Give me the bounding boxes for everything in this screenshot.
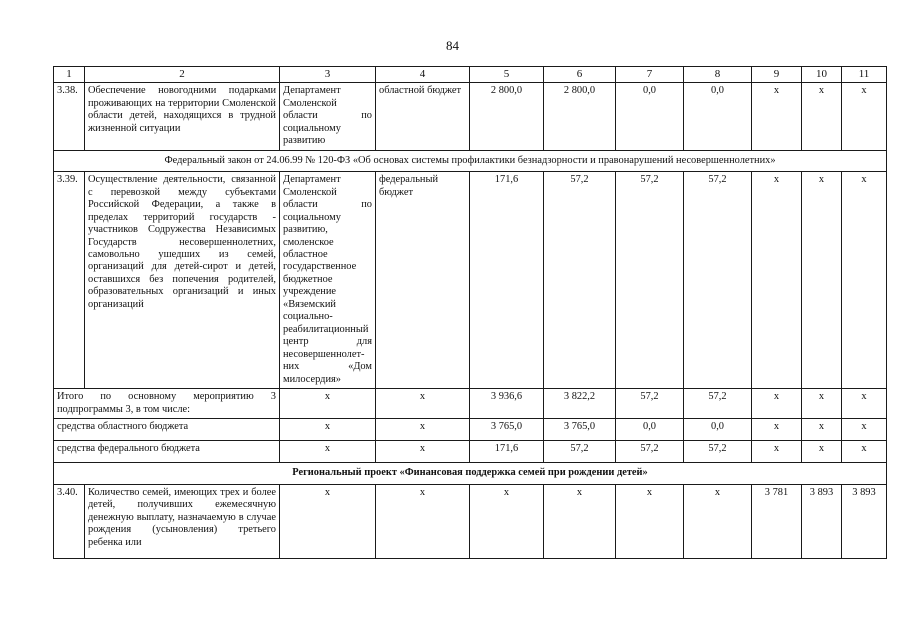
row-number: 3.39.	[54, 172, 85, 389]
value-cell: x	[842, 172, 887, 389]
value-cell: x	[376, 389, 470, 419]
executor: Департамент Смоленской области по социальному развитию	[280, 83, 376, 150]
law-heading: Федеральный закон от 24.06.99 № 120-ФЗ «Об основах системы профилактики безнадзорности и правонарушений несовершеннолетних»	[54, 150, 887, 171]
row-number: 3.38.	[54, 83, 85, 150]
value-cell: x	[752, 389, 802, 419]
value-cell: x	[842, 419, 887, 441]
executor: Департамент Смоленской области по социальному развитию, смоленское областное государственное бюджетное учреждение «Вяземский социально-реабилитационный центр для несовершеннолет-них «Дом милосердия»	[280, 172, 376, 389]
value-cell: x	[280, 441, 376, 463]
total-label: Итого по основному мероприятию 3 подпрограммы 3, в том числе:	[54, 389, 280, 419]
federal-budget-row	[54, 441, 887, 463]
activity-name: Осуществление деятельности, связанной с перевозкой между субъектами Российской Федерации, а также в пределах территорий государств - участников Содружества Независимых Государств несовершеннолетних, самовольно ушедших из семей, организаций для детей-сирот и детей, оставшихся без попечения родителей, образовательных организаций и иных организаций	[85, 172, 280, 389]
value-cell: 3 781	[752, 484, 802, 558]
value-cell: 3 893	[842, 484, 887, 558]
federal-budget-label: средства федерального бюджета	[54, 441, 280, 463]
col-num-header: 1	[54, 67, 85, 83]
col-source-header: 4	[376, 67, 470, 83]
value-cell: 3 765,0	[544, 419, 616, 441]
value-cell: 3 893	[802, 484, 842, 558]
col-5-header: 5	[470, 67, 544, 83]
activity-name: Обеспечение новогодними подарками проживающих на территории Смоленской области детей, находящихся в трудной жизненной ситуации	[85, 83, 280, 150]
program-table	[53, 66, 887, 559]
page-number: 84	[446, 38, 459, 53]
value-cell: x	[842, 83, 887, 150]
table-row	[54, 83, 887, 150]
value-cell: 57,2	[544, 172, 616, 389]
value-cell: x	[616, 484, 684, 558]
value-cell: 57,2	[684, 389, 752, 419]
value-cell: x	[280, 389, 376, 419]
col-8-header: 8	[684, 67, 752, 83]
value-cell: 3 765,0	[470, 419, 544, 441]
value-cell: 0,0	[684, 419, 752, 441]
value-cell: x	[802, 389, 842, 419]
table-row	[54, 172, 887, 389]
section-heading-row	[54, 463, 887, 484]
value-cell: x	[470, 484, 544, 558]
section-heading-row	[54, 150, 887, 171]
value-cell: x	[802, 83, 842, 150]
value-cell: 57,2	[616, 172, 684, 389]
value-cell: x	[842, 441, 887, 463]
value-cell: x	[802, 441, 842, 463]
value-cell: 0,0	[616, 83, 684, 150]
value-cell: 171,6	[470, 441, 544, 463]
funding-source: x	[376, 484, 470, 558]
regional-project-heading: Региональный проект «Финансовая поддержка семей при рождении детей»	[54, 463, 887, 484]
col-11-header: 11	[842, 67, 887, 83]
value-cell: x	[376, 441, 470, 463]
row-number: 3.40.	[54, 484, 85, 558]
value-cell: x	[842, 389, 887, 419]
funding-source: областной бюджет	[376, 83, 470, 150]
column-number-row	[54, 67, 887, 83]
value-cell: 57,2	[684, 441, 752, 463]
value-cell: 171,6	[470, 172, 544, 389]
funding-source: федеральный бюджет	[376, 172, 470, 389]
value-cell: 57,2	[684, 172, 752, 389]
col-name-header: 2	[85, 67, 280, 83]
col-6-header: 6	[544, 67, 616, 83]
activity-name: Количество семей, имеющих трех и более детей, получивших ежемесячную денежную выплату, назначаемую в случае рождения (усыновления) третьего ребенка или	[85, 484, 280, 558]
regional-budget-label: средства областного бюджета	[54, 419, 280, 441]
regional-budget-row	[54, 419, 887, 441]
total-row	[54, 389, 887, 419]
value-cell: x	[376, 419, 470, 441]
col-10-header: 10	[802, 67, 842, 83]
value-cell: x	[752, 441, 802, 463]
col-7-header: 7	[616, 67, 684, 83]
value-cell: 57,2	[616, 389, 684, 419]
value-cell: 3 822,2	[544, 389, 616, 419]
value-cell: 57,2	[544, 441, 616, 463]
value-cell: x	[802, 172, 842, 389]
value-cell: 0,0	[616, 419, 684, 441]
value-cell: x	[684, 484, 752, 558]
value-cell: 0,0	[684, 83, 752, 150]
value-cell: 3 936,6	[470, 389, 544, 419]
col-9-header: 9	[752, 67, 802, 83]
value-cell: x	[280, 419, 376, 441]
value-cell: 2 800,0	[470, 83, 544, 150]
value-cell: 57,2	[616, 441, 684, 463]
value-cell: x	[752, 172, 802, 389]
value-cell: 2 800,0	[544, 83, 616, 150]
value-cell: x	[752, 419, 802, 441]
table-row	[54, 484, 887, 558]
value-cell: x	[544, 484, 616, 558]
executor: x	[280, 484, 376, 558]
value-cell: x	[752, 83, 802, 150]
value-cell: x	[802, 419, 842, 441]
col-exec-header: 3	[280, 67, 376, 83]
